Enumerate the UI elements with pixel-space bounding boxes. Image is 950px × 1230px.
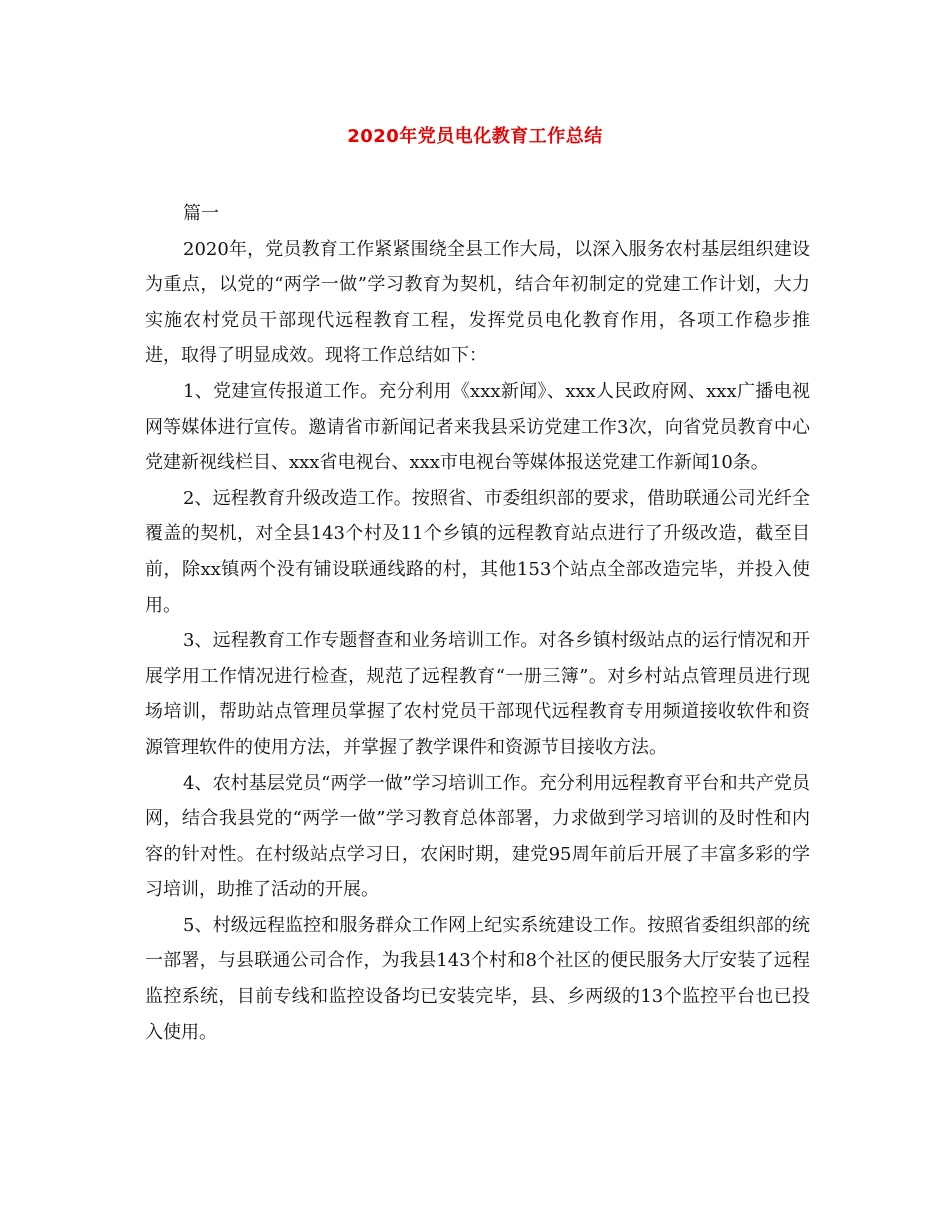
document-body bbox=[145, 196, 810, 1050]
paragraph-item-1: 1、党建宣传报道工作。充分利用《xxx新闻》、xxx人民政府网、xxx广播电视网等媒体进行宣传。邀请省市新闻记者来我县采访党建工作3次，向省党员教育中心党建新视线栏目、xxx省电视台、xxx市电视台等媒体报送党建工作新闻10条。 bbox=[145, 380, 810, 474]
paragraph-item-2: 2、远程教育升级改造工作。按照省、市委组织部的要求，借助联通公司光纤全覆盖的契机，对全县143个村及11个乡镇的远程教育站点进行了升级改造，截至目前，除xx镇两个没有铺设联通线路的村，其他153个站点全部改造完毕，并投入使用。 bbox=[145, 487, 810, 616]
intro-paragraph: 2020年，党员教育工作紧紧围绕全县工作大局，以深入服务农村基层组织建设为重点，以党的“两学一做”学习教育为契机，结合年初制定的党建工作计划，大力实施农村党员干部现代远程教育工程，发挥党员电化教育作用，各项工作稳步推进，取得了明显成效。现将工作总结如下： bbox=[145, 238, 810, 367]
paragraph-item-5: 5、村级远程监控和服务群众工作网上纪实系统建设工作。按照省委组织部的统一部署，与县联通公司合作，为我县143个村和8个社区的便民服务大厅安装了远程监控系统，目前专线和监控设备均已安装完毕，县、乡两级的13个监控平台也已投入使用。 bbox=[145, 914, 810, 1043]
document-title: 2020年党员电化教育工作总结 bbox=[347, 126, 603, 147]
paragraph-item-3: 3、远程教育工作专题督查和业务培训工作。对各乡镇村级站点的运行情况和开展学用工作情况进行检查，规范了远程教育“一册三簿”。对乡村站点管理员进行现场培训，帮助站点管理员掌握了农村党员干部现代远程教育专用频道接收软件和资源管理软件的使用方法，并掌握了教学课件和资源节目接收方法。 bbox=[145, 630, 810, 758]
section-heading: 篇一 bbox=[183, 203, 219, 224]
paragraph-item-4: 4、农村基层党员“两学一做”学习培训工作。充分利用远程教育平台和共产党员网，结合我县党的“两学一做”学习教育总体部署，力求做到学习培训的及时性和内容的针对性。在村级站点学习日，农闲时期，建党95周年前后开展了丰富多彩的学习培训，助推了活动的开展。 bbox=[145, 772, 810, 901]
